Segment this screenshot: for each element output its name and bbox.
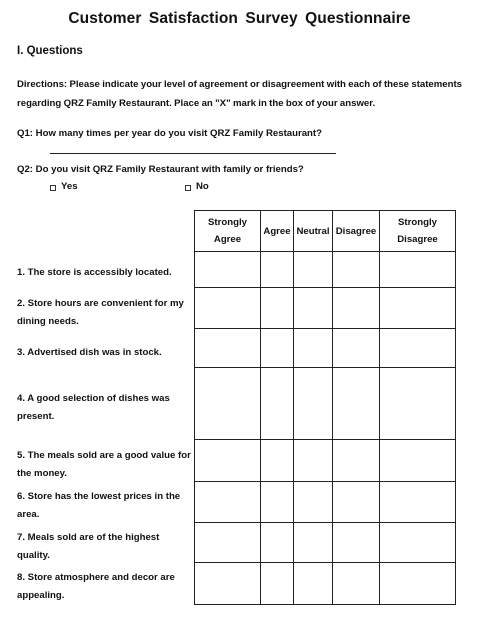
rating-cell[interactable] [380, 523, 456, 563]
rating-cell[interactable] [261, 368, 294, 440]
rating-cell[interactable] [294, 523, 333, 563]
q2-option-yes[interactable] [50, 181, 78, 192]
rating-cell[interactable] [380, 368, 456, 440]
q2-option-no[interactable] [185, 181, 209, 192]
q2-option-no-label: No [196, 181, 209, 192]
rating-cell[interactable] [380, 440, 456, 482]
q1-answer-line[interactable] [50, 153, 336, 154]
rating-cell[interactable] [195, 252, 261, 288]
rating-grid [194, 210, 456, 605]
statement-5: 5. The meals sold are a good value for the money. [17, 450, 191, 479]
rating-cell[interactable] [261, 482, 294, 523]
section-heading: I. Questions [17, 45, 83, 57]
statement-7: 7. Meals sold are of the highest quality. [17, 532, 160, 561]
rating-cell[interactable] [261, 563, 294, 605]
rating-row [195, 523, 456, 563]
column-neutral: Neutral [294, 211, 333, 252]
statement-3: 3. Advertised dish was in stock. [17, 347, 162, 358]
column-strongly-disagree: Strongly Disagree [380, 211, 456, 252]
question-2: Q2: Do you visit QRZ Family Restaurant with family or friends? [17, 164, 304, 175]
rating-cell[interactable] [195, 563, 261, 605]
column-agree: Agree [261, 211, 294, 252]
rating-cell[interactable] [380, 482, 456, 523]
rating-cell[interactable] [380, 329, 456, 368]
rating-cell[interactable] [261, 523, 294, 563]
rating-cell[interactable] [333, 482, 380, 523]
rating-cell[interactable] [294, 288, 333, 329]
rating-cell[interactable] [195, 523, 261, 563]
rating-cell[interactable] [380, 563, 456, 605]
rating-cell[interactable] [333, 563, 380, 605]
rating-cell[interactable] [195, 368, 261, 440]
rating-cell[interactable] [333, 523, 380, 563]
rating-header-row [195, 211, 456, 252]
checkbox-icon[interactable] [50, 185, 56, 191]
rating-cell[interactable] [261, 288, 294, 329]
column-disagree: Disagree [333, 211, 380, 252]
rating-row [195, 482, 456, 523]
rating-cell[interactable] [195, 288, 261, 329]
statement-1: 1. The store is accessibly located. [17, 267, 172, 278]
rating-cell[interactable] [195, 440, 261, 482]
rating-cell[interactable] [195, 329, 261, 368]
rating-cell[interactable] [294, 329, 333, 368]
rating-cell[interactable] [294, 563, 333, 605]
rating-cell[interactable] [380, 288, 456, 329]
rating-cell[interactable] [333, 440, 380, 482]
q2-option-yes-label: Yes [61, 181, 78, 192]
rating-cell[interactable] [380, 252, 456, 288]
rating-row [195, 440, 456, 482]
rating-row [195, 563, 456, 605]
rating-cell[interactable] [261, 252, 294, 288]
rating-cell[interactable] [294, 440, 333, 482]
statement-2: 2. Store hours are convenient for my dining needs. [17, 298, 184, 327]
rating-cell[interactable] [261, 440, 294, 482]
rating-cell[interactable] [333, 368, 380, 440]
rating-row [195, 329, 456, 368]
rating-cell[interactable] [333, 288, 380, 329]
rating-cell[interactable] [333, 329, 380, 368]
rating-cell[interactable] [195, 482, 261, 523]
rating-cell[interactable] [261, 329, 294, 368]
rating-cell[interactable] [294, 482, 333, 523]
directions-text: Directions: Please indicate your level of agreement or disagreement with each of these statements regarding QRZ Family Restaurant. Place an "X" mark in the box of your answer. [17, 79, 463, 109]
rating-cell[interactable] [294, 368, 333, 440]
page-title: Customer Satisfaction Survey Questionnaire [68, 10, 411, 27]
rating-row [195, 368, 456, 440]
rating-row [195, 252, 456, 288]
statement-4: 4. A good selection of dishes was present. [17, 393, 170, 422]
statement-6: 6. Store has the lowest prices in the area. [17, 491, 181, 520]
rating-cell[interactable] [294, 252, 333, 288]
rating-cell[interactable] [333, 252, 380, 288]
column-strongly-agree: Strongly Agree [195, 211, 261, 252]
statement-8: 8. Store atmosphere and decor are appealing. [17, 572, 175, 601]
checkbox-icon[interactable] [185, 185, 191, 191]
question-1: Q1: How many times per year do you visit QRZ Family Restaurant? [17, 128, 322, 139]
rating-row [195, 288, 456, 329]
